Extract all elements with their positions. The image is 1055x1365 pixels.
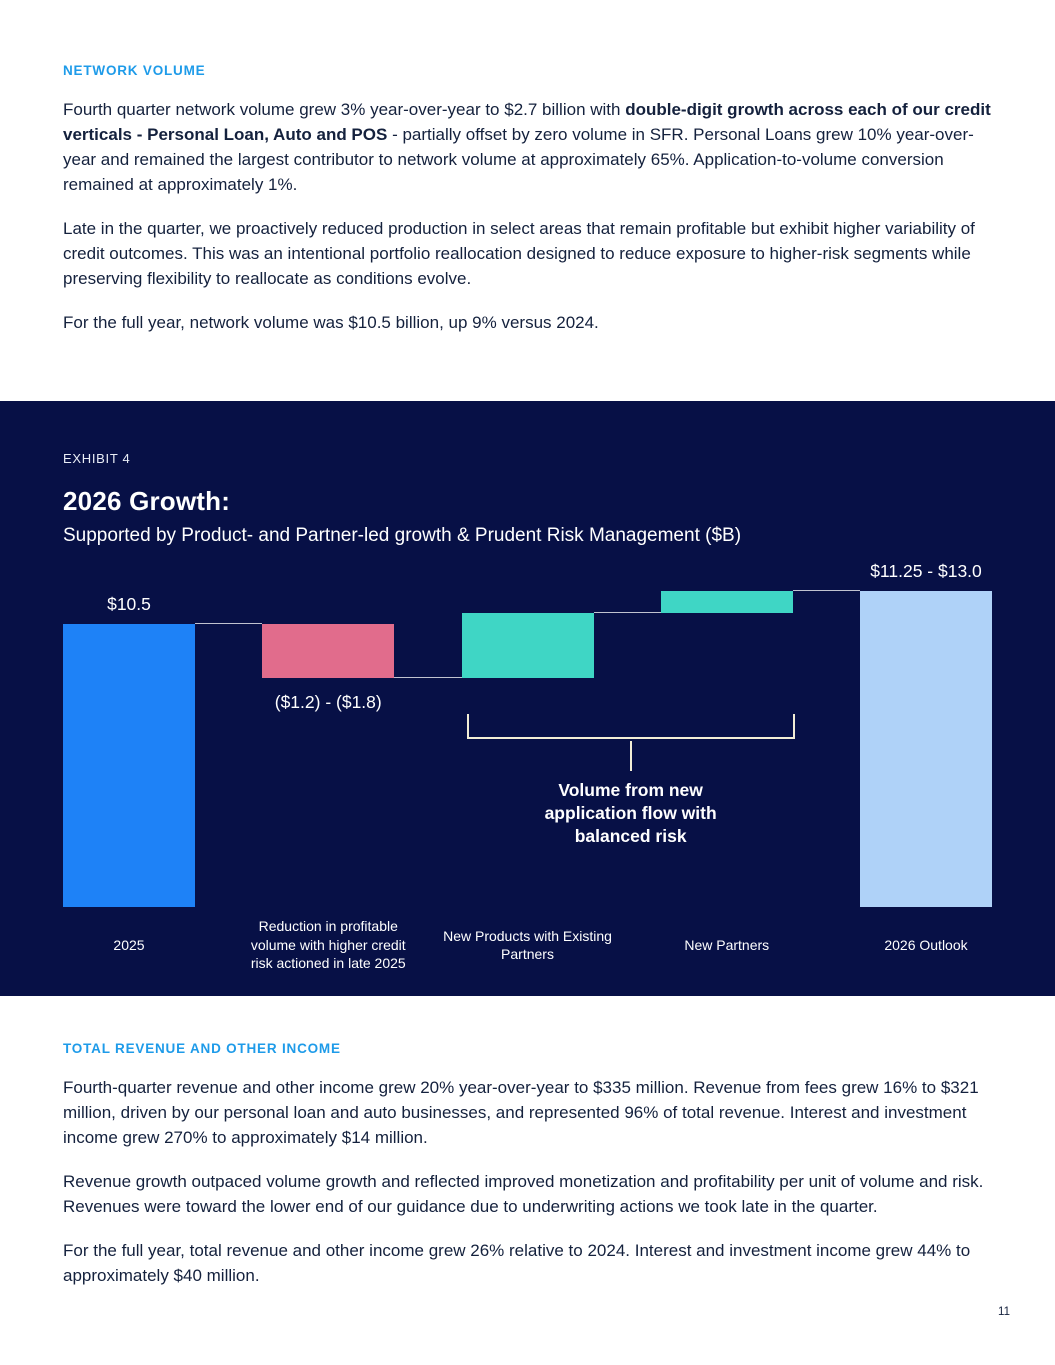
connector-line [594, 612, 661, 613]
network-volume-paragraph-3: For the full year, network volume was $10.5 billion, up 9% versus 2024. [63, 313, 599, 332]
network-volume-paragraph-2: Late in the quarter, we proactively reduced production in select areas that remain profitable but exhibit higher variability of credit outcomes. This was an intentional portfolio reallocation designed to reduce exposure to higher-risk segments while preserving flexibility to reallocate as conditions evolve. [63, 219, 975, 288]
revenue-paragraph-1: Fourth-quarter revenue and other income grew 20% year-over-year to $335 million. Revenue from fees grew 16% to $321 million, driven by our personal loan and auto businesses, and represented 96% of total revenue. Interest and investment income grew 270% to approximately $14 million. [63, 1078, 979, 1147]
paragraph-text: Fourth quarter network volume grew 3% year-over-year to $2.7 billion with [63, 100, 626, 119]
category-label: 2025 [113, 936, 145, 953]
category-label: Reduction in profitable volume with higher credit risk actioned in late 2025 [250, 918, 406, 972]
paragraph-bold-text: double-digit growth across each of our credit verticals - Personal Loan, Auto and POS [63, 100, 991, 144]
waterfall-bar-4 [661, 591, 793, 613]
network-volume-section [0, 0, 1055, 335]
connector-line [195, 623, 262, 624]
category-label: New Products with Existing Partners [443, 927, 612, 962]
bar-value-label: ($1.2) - ($1.8) [274, 691, 382, 712]
waterfall-bar-3 [462, 613, 594, 678]
waterfall-chart [63, 559, 992, 907]
paragraph-text: - partially offset by zero volume in SFR. Personal Loans grew 10% year-over-year and remained the largest contributor to network volume at approximately 65%. Application-to-volume conversion remained at approximately 1%. [63, 125, 974, 194]
network-volume-paragraph-1 [63, 97, 992, 197]
revenue-heading: TOTAL REVENUE AND OTHER INCOME [63, 1041, 341, 1056]
exhibit-label: EXHIBIT 4 [63, 451, 131, 466]
page-number: 11 [998, 1306, 1010, 1318]
exhibit-4-panel [0, 401, 1055, 996]
waterfall-bar-5 [860, 591, 992, 907]
bar-value-label: $10.5 [107, 593, 151, 614]
exhibit-subtitle: Supported by Product- and Partner-led growth & Prudent Risk Management ($B) [63, 525, 742, 546]
connector-line [394, 677, 461, 678]
revenue-paragraph-3: For the full year, total revenue and other income grew 26% relative to 2024. Interest and investment income grew 44% to approximately $40 million. [63, 1241, 971, 1285]
category-label: New Partners [684, 936, 770, 953]
category-label: 2026 Outlook [884, 936, 968, 953]
waterfall-bar-2 [262, 624, 394, 678]
chart-category-labels [63, 915, 992, 975]
waterfall-bar-1 [63, 624, 195, 908]
connector-line [793, 590, 860, 591]
bar-value-label: $11.25 - $13.0 [870, 561, 982, 582]
revenue-paragraph-2: Revenue growth outpaced volume growth and reflected improved monetization and profitability per unit of volume and risk. Revenues were toward the lower end of our guidance due to underwriting actions we took late in the quarter. [63, 1172, 984, 1216]
network-volume-heading: NETWORK VOLUME [63, 63, 206, 78]
chart-annotation: Volume from new application flow with balanced risk [544, 780, 717, 846]
exhibit-title: 2026 Growth: [63, 486, 231, 516]
revenue-section [0, 996, 1055, 1288]
annotation-bracket [467, 714, 795, 739]
annotation-bracket-stem [630, 741, 632, 771]
